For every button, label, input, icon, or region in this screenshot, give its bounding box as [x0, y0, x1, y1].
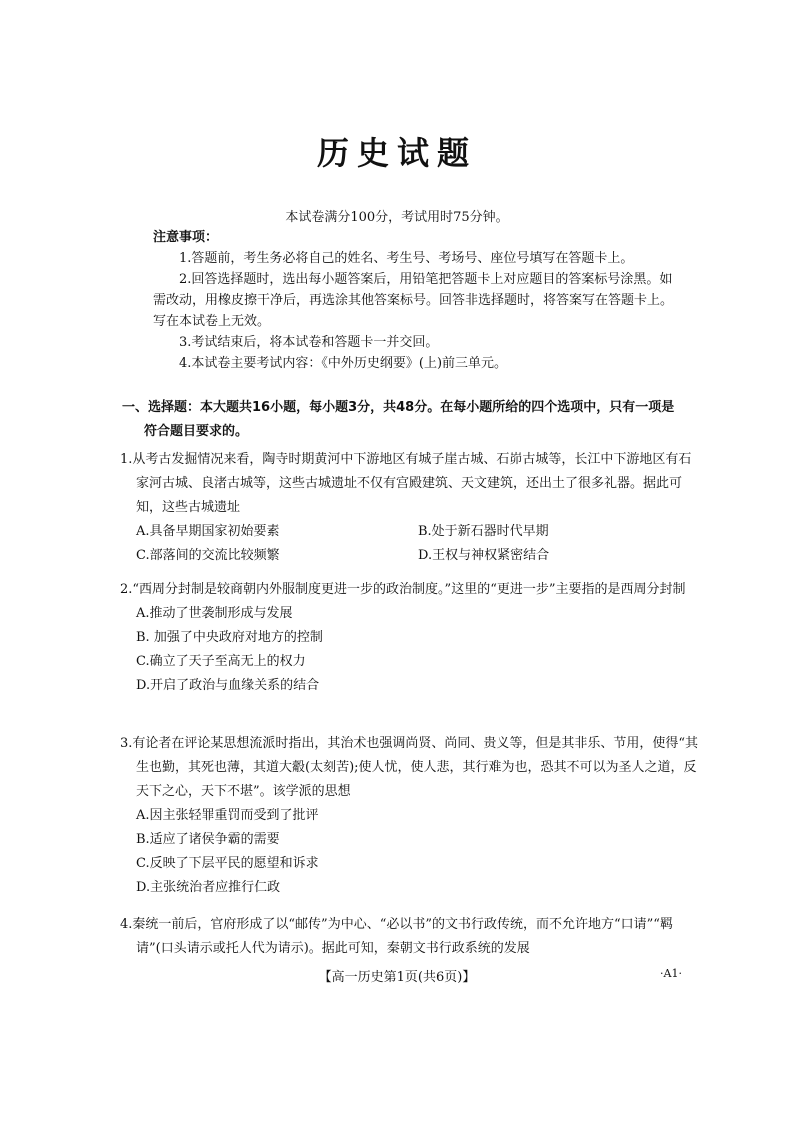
paper-code: ·A1·: [660, 967, 682, 980]
option-b: B.处于新石器时代早期: [418, 524, 549, 539]
section-heading-line: 一、选择题：本大题共16小题，每小题3分，共48分。在每小题所给的四个选项中，只有一项是: [122, 400, 675, 415]
option-row: [120, 520, 700, 544]
question-stem: 2.“西周分封制是较商朝内外服制度更进一步的政治制度。”这里的“更进一步”主要指的是西周分封制: [120, 582, 686, 597]
section-heading-line: 符合题目要求的。: [144, 424, 249, 439]
option-b: B.适应了诸侯争霸的需要: [136, 832, 280, 847]
note-item: 1.答题前，考生务必将自己的姓名、考生号、考场号、座位号填写在答题卡上。: [179, 251, 634, 266]
option-a: A.具备早期国家初始要素: [136, 524, 280, 539]
question-3: [120, 732, 700, 900]
option-d: D.开启了政治与血缘关系的结合: [136, 678, 320, 693]
option-a: A.因主张轻罪重罚而受到了批评: [136, 808, 319, 823]
option-c: C.确立了天子至高无上的权力: [136, 654, 306, 669]
page-footer: 【高一历史第1页(共6页)】: [318, 970, 476, 985]
option-d: D.王权与神权紧密结合: [418, 548, 550, 563]
option-a: A.推动了世袭制形成与发展: [136, 606, 293, 621]
note-item: 2.回答选择题时，选出每小题答案后，用铅笔把答题卡上对应题目的答案标号涂黑。如需改动，用橡皮擦干净后，再选涂其他答案标号。回答非选择题时，将答案写在答题卡上。写在本试卷上无效。: [153, 272, 674, 329]
section-heading: [122, 396, 702, 444]
option-b: B. 加强了中央政府对地方的控制: [136, 630, 323, 645]
option-d: D.主张统治者应推行仁政: [136, 880, 281, 895]
notes-block: [153, 227, 673, 374]
question-2: [120, 578, 700, 698]
page-title: 历史试题: [316, 134, 477, 172]
note-item: 3.考试结束后，将本试卷和答题卡一并交回。: [179, 335, 439, 350]
question-stem: 1.从考古发掘情况来看，陶寺时期黄河中下游地区有城子崖古城、石峁古城等，长江中下游地区有石家河古城、良渚古城等，这些古城遗址不仅有宫殿建筑、天文建筑，还出土了很多礼器。据此可知，这些古城遗址: [120, 452, 692, 515]
question-4: [120, 913, 700, 961]
question-stem: 3.有论者在评论某思想流派时指出，其治术也强调尚贤、尚同、贵义等，但是其非乐、节用，使得“其生也勤，其死也薄，其道大觳(太刻苦);使人忧，使人悲，其行难为也，恐其不可以为圣人之道，反天下之心，天下不堪”。该学派的思想: [120, 736, 699, 799]
notes-heading: 注意事项：: [153, 230, 219, 245]
option-c: C.反映了下层平民的愿望和诉求: [136, 856, 319, 871]
option-c: C.部落间的交流比较频繁: [136, 548, 280, 563]
exam-info: 本试卷满分100分，考试用时75分钟。: [285, 210, 509, 225]
question-stem: 4.秦统一前后，官府形成了以“邮传”为中心、“必以书”的文书行政传统，而不允许地方“口请”“羁请”(口头请示或托人代为请示)。据此可知，秦朝文书行政系统的发展: [120, 917, 673, 956]
option-row: [120, 544, 700, 568]
note-item: 4.本试卷主要考试内容：《中外历史纲要》(上)前三单元。: [179, 356, 508, 371]
question-1: [120, 448, 700, 568]
